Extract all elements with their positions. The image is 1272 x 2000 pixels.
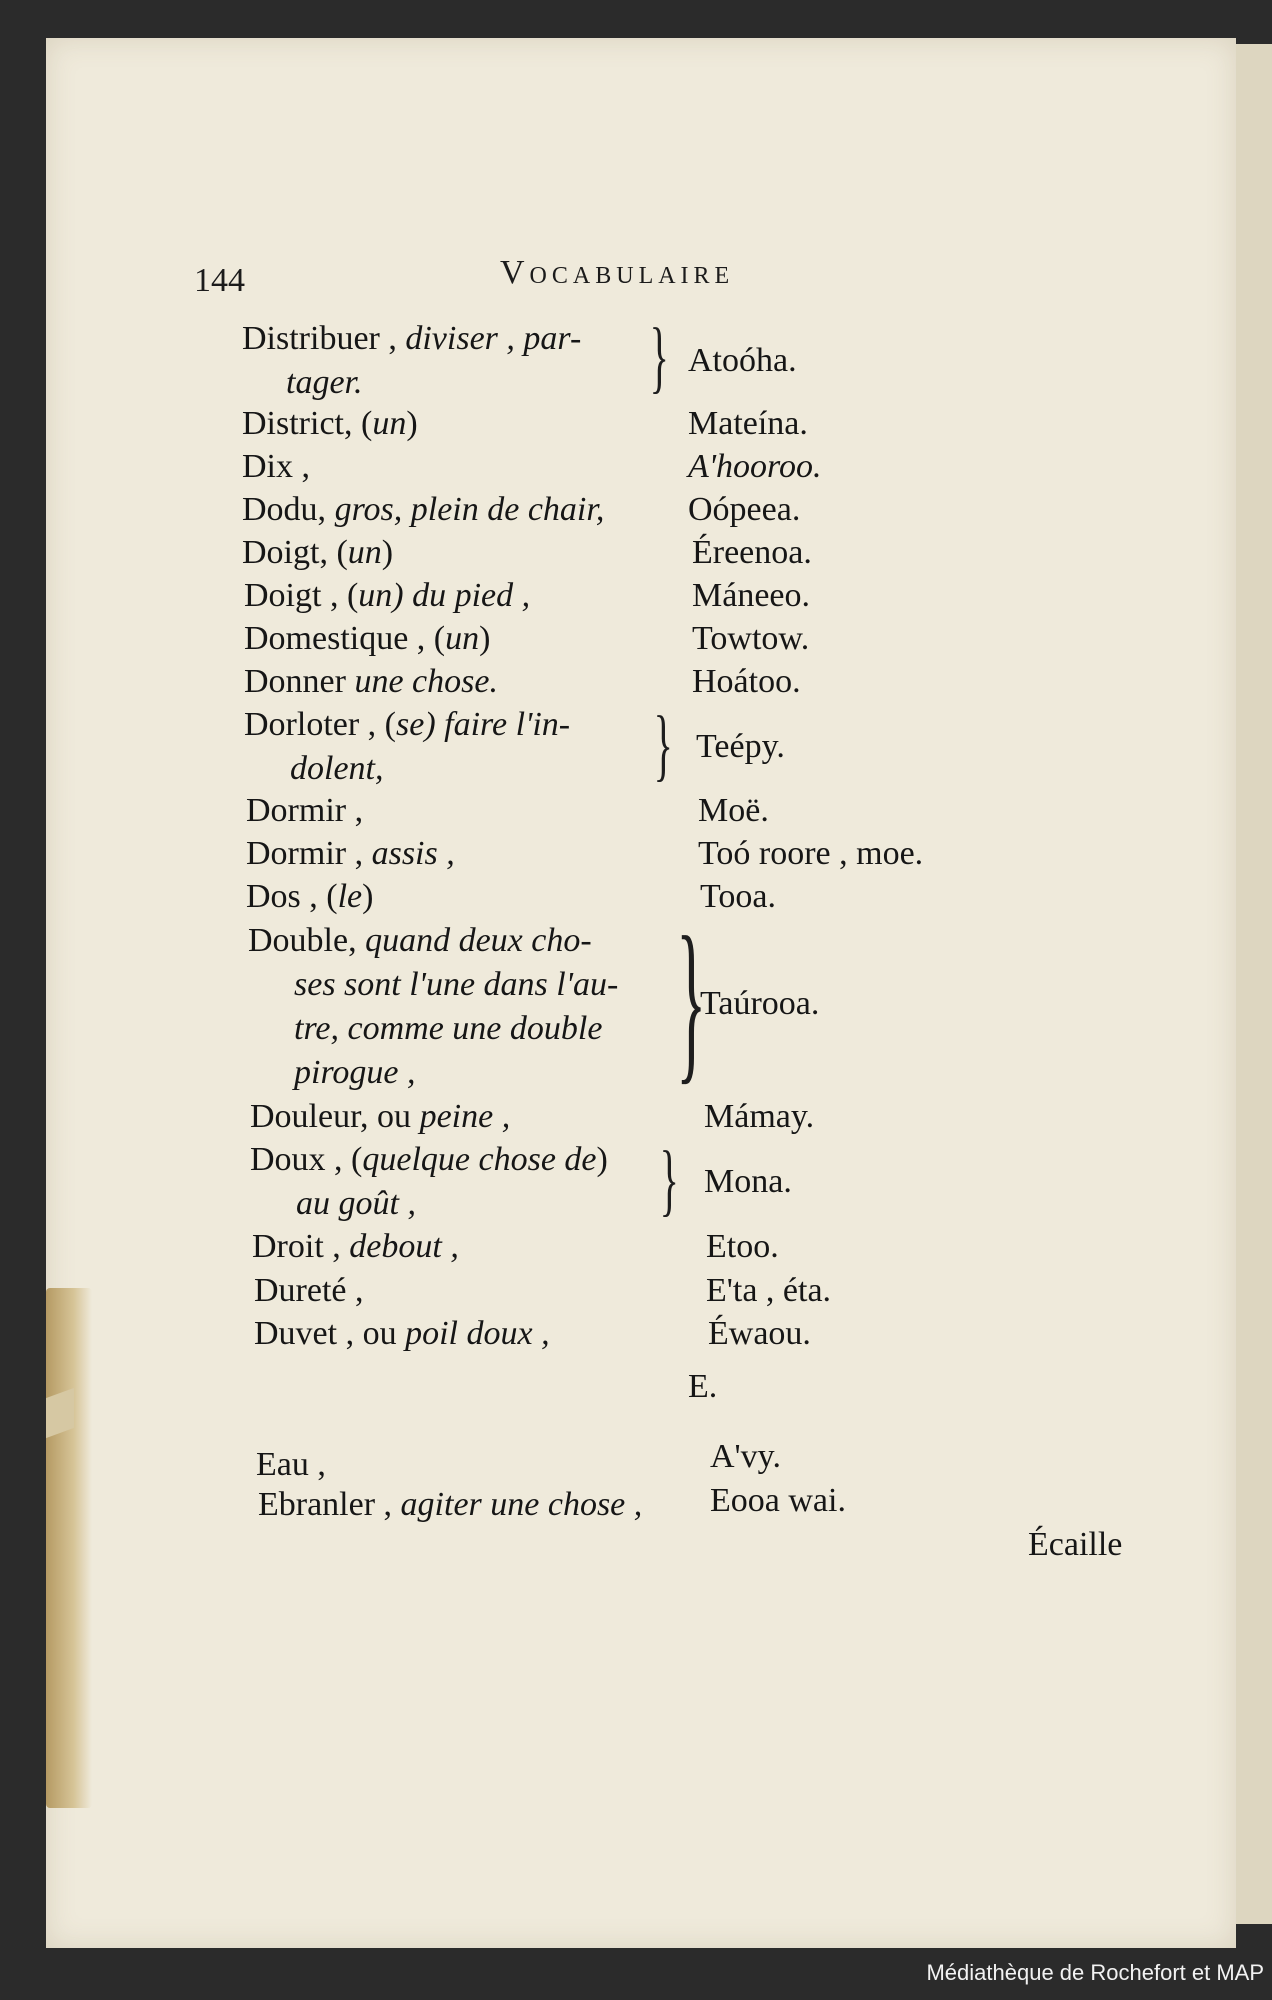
entry-french xyxy=(246,878,373,916)
entry-french xyxy=(242,491,604,529)
brace: } xyxy=(659,1136,679,1224)
entry-french xyxy=(256,1446,326,1484)
entry-gloss: gros, plein de chair, xyxy=(334,491,605,528)
entry-french xyxy=(258,1486,642,1524)
entry-tahitian: Mámay. xyxy=(704,1098,815,1135)
entry-french-continuation: ses sont l'une dans l'au- xyxy=(294,966,619,1003)
entry-tahitian: A'hooroo. xyxy=(688,448,822,485)
entry-word: Distribuer , xyxy=(242,320,406,357)
adjacent-page-edge xyxy=(1232,44,1272,1924)
entry-word: Doigt , ( xyxy=(244,577,359,614)
entry-word: Dormir , xyxy=(246,792,364,829)
catchword: Écaille xyxy=(1028,1526,1123,1563)
entry-tahitian: A'vy. xyxy=(710,1438,781,1475)
entry-word: Double, xyxy=(248,922,366,959)
entry-word: Dormir , xyxy=(246,835,372,872)
entry-french xyxy=(248,922,592,960)
entry-french xyxy=(250,1141,608,1179)
entry-word: Droit , xyxy=(252,1228,350,1265)
entry-french xyxy=(242,320,581,358)
brace: } xyxy=(653,701,673,789)
brace: } xyxy=(676,900,707,1099)
entry-gloss: quelque chose de xyxy=(362,1141,597,1178)
entry-tahitian: Éwaou. xyxy=(708,1315,811,1352)
entry-tahitian: Mateína. xyxy=(688,405,808,442)
entry-gloss: un xyxy=(347,534,382,571)
entry-french-continuation: tager. xyxy=(286,364,363,401)
entry-tahitian: Moë. xyxy=(698,792,769,829)
entry-word: Doigt, ( xyxy=(242,534,348,571)
entry-tahitian: Tooa. xyxy=(700,878,776,915)
page-stain xyxy=(46,1288,92,1808)
entry-word-end: ) du pied , xyxy=(392,577,531,614)
entry-gloss: le xyxy=(337,878,363,915)
entry-tahitian: Teépy. xyxy=(696,728,785,765)
entry-word-end: ) xyxy=(406,405,418,442)
running-head: Vocabulaire xyxy=(500,254,735,291)
entry-word-end: ) faire l'in- xyxy=(424,706,571,743)
brace: } xyxy=(649,313,669,401)
entry-french xyxy=(244,577,530,615)
entry-gloss: debout , xyxy=(349,1228,459,1265)
entry-gloss: un xyxy=(358,577,393,614)
entry-tahitian: Taúrooa. xyxy=(700,985,820,1022)
entry-word: Ebranler , xyxy=(258,1486,401,1523)
entry-tahitian: Mona. xyxy=(704,1163,792,1200)
entry-french xyxy=(246,835,455,873)
page-header xyxy=(0,254,1272,304)
entry-gloss: peine , xyxy=(419,1098,511,1135)
entry-gloss: un xyxy=(445,620,480,657)
entry-word: Domestique , ( xyxy=(244,620,446,657)
entry-french xyxy=(242,534,393,572)
entry-french-continuation: dolent, xyxy=(290,750,384,787)
entry-gloss: poil doux , xyxy=(405,1315,550,1352)
entry-gloss: agiter une chose , xyxy=(400,1486,643,1523)
entry-french xyxy=(244,620,490,658)
entry-word: Dix , xyxy=(242,448,310,485)
entry-tahitian: Atoóha. xyxy=(688,342,797,379)
entry-tahitian: Towtow. xyxy=(692,620,810,657)
section-letter: E. xyxy=(688,1368,718,1405)
entry-word: District, ( xyxy=(242,405,373,442)
entry-french-continuation: au goût , xyxy=(296,1185,416,1222)
entry-word-end: ) xyxy=(362,878,374,915)
entry-word-end: ) xyxy=(381,534,394,571)
entry-french xyxy=(242,405,418,443)
entry-french xyxy=(254,1315,550,1353)
entry-gloss: assis , xyxy=(371,835,455,872)
entry-word: Dureté , xyxy=(254,1272,364,1309)
entry-word: Eau , xyxy=(256,1446,326,1483)
entry-word: Duvet , ou xyxy=(254,1315,406,1352)
entry-word-end: ) xyxy=(596,1141,608,1178)
entry-gloss: se xyxy=(396,706,425,743)
entry-french xyxy=(246,792,363,830)
entry-word: Douleur, ou xyxy=(250,1098,420,1135)
entry-word: Doux , ( xyxy=(250,1141,363,1178)
entry-gloss: quand deux cho- xyxy=(365,922,592,959)
page-number: 144 xyxy=(194,262,245,299)
entry-french xyxy=(254,1272,364,1310)
entry-tahitian: Hoátoo. xyxy=(692,663,801,700)
entry-word: Dodu, xyxy=(242,491,335,528)
entry-tahitian: Etoo. xyxy=(706,1228,779,1265)
entry-french xyxy=(244,706,570,744)
entry-word: Dos , ( xyxy=(246,878,338,915)
entry-tahitian: Eooa wai. xyxy=(710,1482,846,1519)
entry-gloss: diviser , par- xyxy=(405,320,582,357)
entry-gloss: une chose. xyxy=(354,663,498,700)
entry-french xyxy=(250,1098,510,1136)
entry-tahitian: Éreenoa. xyxy=(692,534,812,571)
entry-word: Dorloter , ( xyxy=(244,706,397,743)
entry-tahitian: E'ta , éta. xyxy=(706,1272,832,1309)
entry-word-end: ) xyxy=(479,620,491,657)
entry-french xyxy=(242,448,310,486)
entry-word: Donner xyxy=(244,663,355,700)
book-page xyxy=(46,38,1236,1948)
entry-french xyxy=(252,1228,459,1266)
entry-french-continuation: tre, comme une double xyxy=(294,1010,603,1047)
entry-tahitian: Máneeo. xyxy=(692,577,811,614)
entry-tahitian: Toó roore , moe. xyxy=(698,835,924,872)
entry-french-continuation: pirogue , xyxy=(294,1054,416,1091)
entry-gloss: un xyxy=(372,405,407,442)
entry-french xyxy=(244,663,498,701)
entry-tahitian: Oópeea. xyxy=(688,491,801,528)
image-credit: Médiathèque de Rochefort et MAP xyxy=(926,1960,1264,1985)
